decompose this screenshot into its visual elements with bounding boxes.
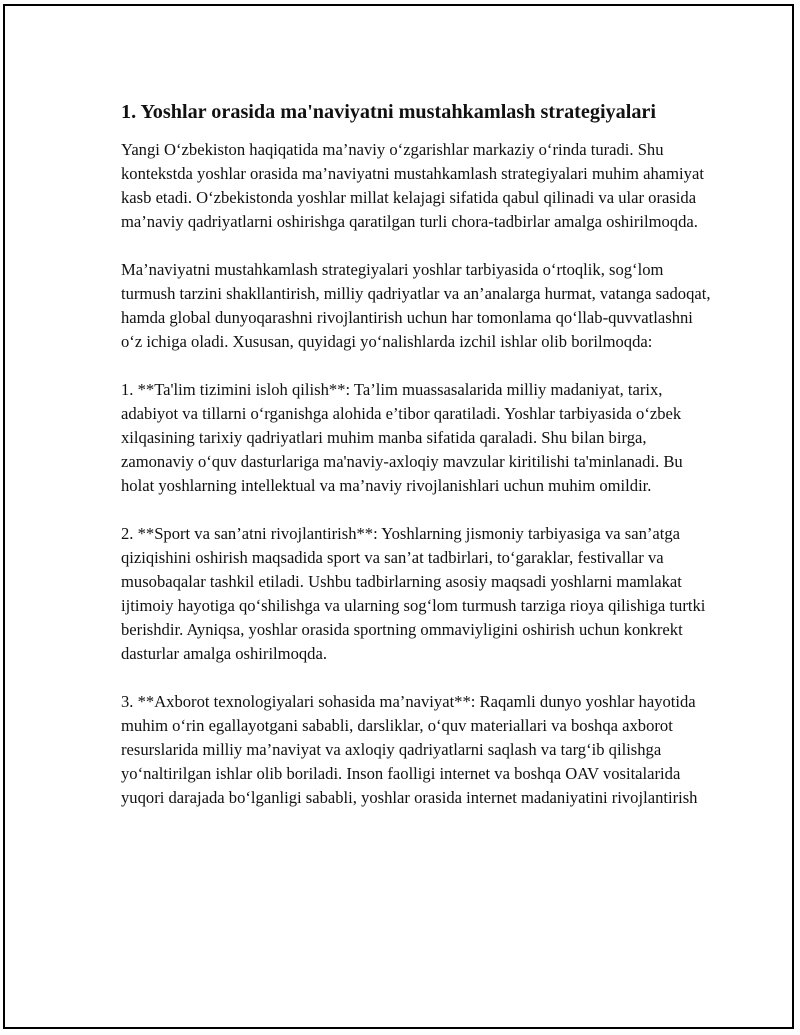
paragraph-education-reform: 1. **Ta'lim tizimini isloh qilish**: Ta’lim muassasalarida milliy madaniyat, tarix, adabiyot va tillarni o‘rganishga alohida e’tibor qaratiladi. Yoshlar tarbiyasida o‘zbek xilqasining tarixiy qadriyatlari muhim manba sifatida qaraladi. Shu bilan birga, zamonaviy o‘quv dasturlariga ma'naviy-axloqiy mavzular kiritilishi ta'minlanadi. Bu holat yoshlarning intellektual va ma’naviy rivojlanishlari uchun muhim omildir. <box>121 380 683 495</box>
paragraph-information-technology: 3. **Axborot texnologiyalari sohasida ma’naviyat**: Raqamli dunyo yoshlar hayotida muhim o‘rin egallayotgani sababli, darsliklar, o‘quv materiallari va boshqa axborot resurslarida milliy ma’naviyat va axloqiy qadriyatlarni saqlash va targ‘ib qilishga yo‘naltirilgan ishlar olib boriladi. Inson faolligi internet va boshqa OAV vositalarida yuqori darajada bo‘lganligi sababli, yoshlar orasida internet madaniyatini rivojlantirish <box>121 692 698 807</box>
paragraph-intro: Yangi O‘zbekiston haqiqatida ma’naviy o‘zgarishlar markaziy o‘rinda turadi. Shu kontekstda yoshlar orasida ma’naviyatni mustahkamlash strategiyalari muhim ahamiyat kasb etadi. O‘zbekistonda yoshlar millat kelajagi sifatida qabul qilinadi va ular orasida ma’naviy qadriyatlarni oshirishga qaratilgan turli chora-tadbirlar amalga oshirilmoqda. <box>121 140 704 231</box>
document-body <box>121 98 711 834</box>
paragraph-sport-art: 2. **Sport va san’atni rivojlantirish**: Yoshlarning jismoniy tarbiyasiga va san’atga qiziqishini oshirish maqsadida sport va san’at tadbirlari, to‘garaklar, festivallar va musobaqalar tashkil etiladi. Ushbu tadbirlarning asosiy maqsadi yoshlarni mamlakat ijtimoiy hayotiga qo‘shilishga va ularning sog‘lom turmush tarziga rioya qilishiga turtki berishdir. Ayniqsa, yoshlar orasida sportning ommaviyligini oshirish uchun konkrekt dasturlar amalga oshirilmoqda. <box>121 524 706 663</box>
document-title: 1. Yoshlar orasida ma'naviyatni mustahkamlash strategiyalari <box>121 101 657 123</box>
paragraph-strategies: Ma’naviyatni mustahkamlash strategiyalari yoshlar tarbiyasida o‘rtoqlik, sog‘lom turmush tarzini shakllantirish, milliy qadriyatlar va an’analarga hurmat, vatanga sadoqat, hamda global dunyoqarashni rivojlantirish uchun har tomonlama qo‘llab-quvvatlashni o‘z ichiga oladi. Xususan, quyidagi yo‘nalishlarda izchil ishlar olib borilmoqda: <box>121 260 711 351</box>
page-border <box>3 4 794 1029</box>
